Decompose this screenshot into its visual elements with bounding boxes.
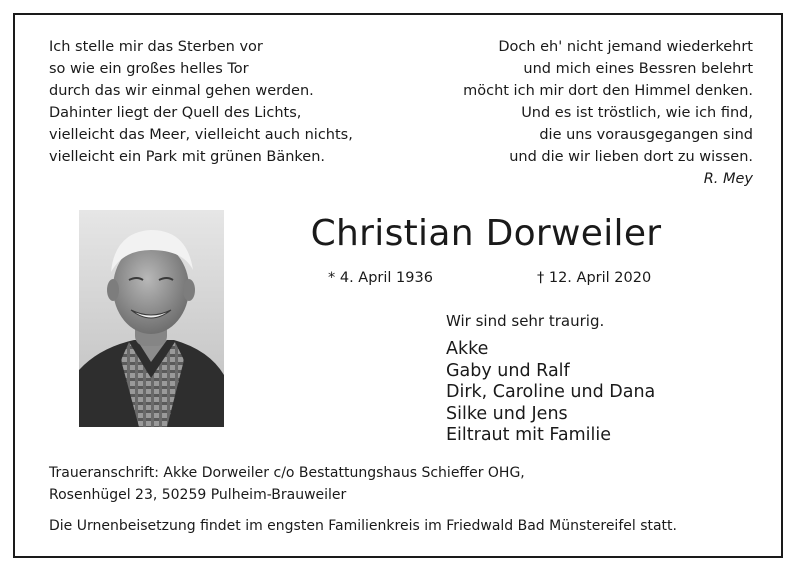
- family-member: Silke und Jens: [446, 403, 568, 424]
- deceased-name: Christian Dorweiler: [310, 213, 662, 254]
- poem-line: und mich eines Bessren belehrt: [523, 61, 753, 77]
- family-list: [446, 339, 655, 447]
- death-date: † 12. April 2020: [537, 270, 652, 286]
- poem-line: vielleicht das Meer, vielleicht auch nichts,: [49, 127, 353, 143]
- poem-line: so wie ein großes helles Tor: [49, 61, 249, 77]
- poem-line: Ich stelle mir das Sterben vor: [49, 39, 263, 55]
- portrait-photo: [79, 210, 224, 427]
- poem-right: [463, 36, 753, 190]
- family-member: Akke: [446, 339, 489, 359]
- mourning-address: [49, 462, 525, 506]
- family-member: Eiltraut mit Familie: [446, 425, 611, 445]
- poem-left: [49, 36, 353, 168]
- poem-line: und die wir lieben dort zu wissen.: [509, 149, 753, 165]
- poem-author: R. Mey: [703, 171, 753, 187]
- poem-line: vielleicht ein Park mit grünen Bänken.: [49, 149, 326, 165]
- family-member: Dirk, Caroline und Dana: [446, 382, 656, 402]
- poem-line: durch das wir einmal gehen werden.: [49, 83, 314, 99]
- mourning-text: Wir sind sehr traurig.: [446, 312, 605, 330]
- address-line: Traueranschrift: Akke Dorweiler c/o Bestattungshaus Schieffer OHG,: [49, 465, 525, 481]
- poem-line: Doch eh' nicht jemand wiederkehrt: [498, 39, 753, 55]
- address-line: Rosenhügel 23, 50259 Pulheim-Brauweiler: [49, 487, 347, 503]
- poem-line: Und es ist tröstlich, wie ich find,: [521, 105, 753, 121]
- poem-line: möcht ich mir dort den Himmel denken.: [463, 83, 753, 99]
- birth-date: * 4. April 1936: [328, 270, 433, 286]
- family-member: Gaby und Ralf: [446, 360, 570, 381]
- poem-line: Dahinter liegt der Quell des Lichts,: [49, 105, 302, 121]
- poem-line: die uns vorausgegangen sind: [539, 127, 753, 143]
- burial-note: Die Urnenbeisetzung findet im engsten Familienkreis im Friedwald Bad Münstereifel statt.: [49, 518, 677, 534]
